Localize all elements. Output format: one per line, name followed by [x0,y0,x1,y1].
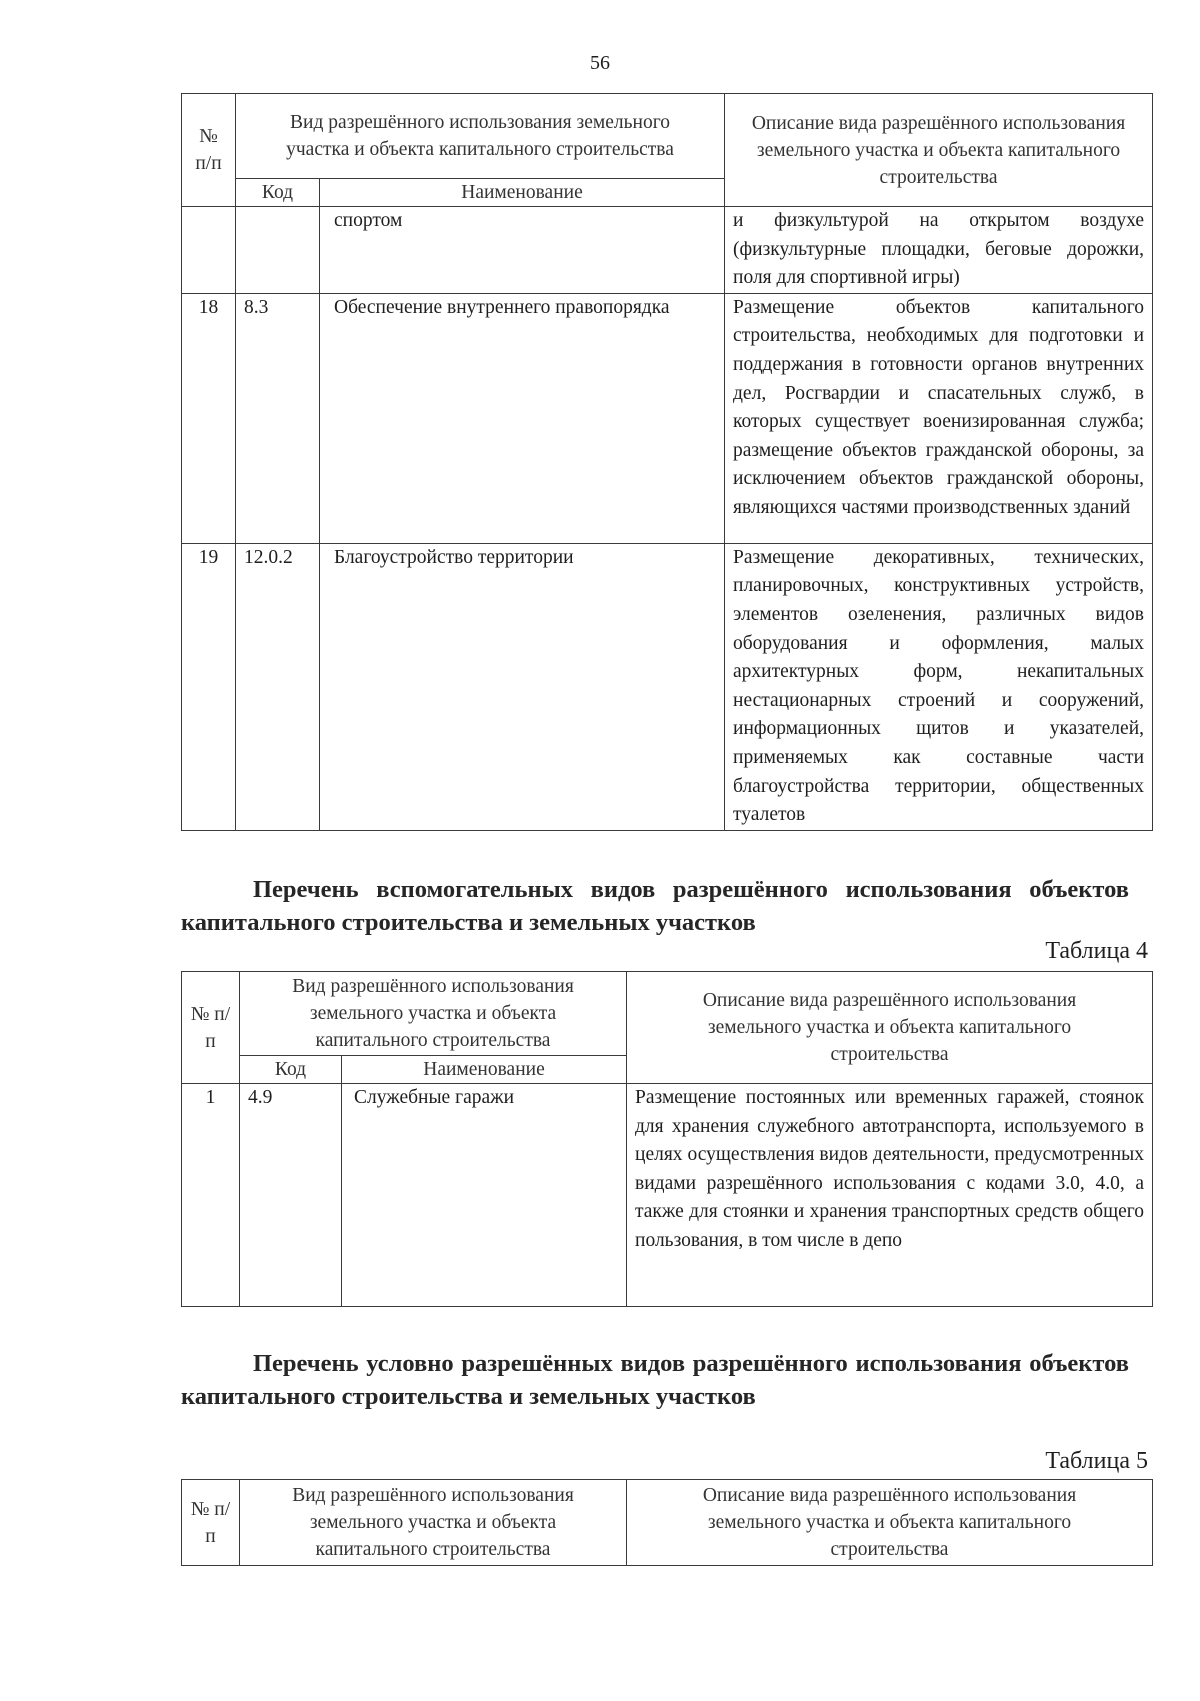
row-code: 8.3 [236,293,320,543]
row-num: 1 [182,1084,240,1307]
row-desc: Размещение декоративных, технических, планировочных, конструктивных устройств, элементов озеленения, различных видов оборудования и оформления, малых архитектурных форм, некапитальных нестационарных строений и сооружений, информационных щитов и указателей, применяемых как составные части благоустройства территории, общественных туалетов [725,543,1153,830]
page-number: 56 [590,52,610,74]
section5-heading: Перечень условно разрешённых видов разрешённого использования объектов капитального строительства и земельных участков [181,1350,1129,1410]
row-code [236,207,320,294]
header-code: Код [240,1056,342,1084]
row-code: 12.0.2 [236,543,320,830]
table5-caption: Таблица 5 [1045,1448,1148,1474]
header-desc: Описание вида разрешённого использования земельного участка и объекта капитального строительства [725,94,1153,207]
header-vid: Вид разрешённого использования земельного участка и объекта капитального строительства [240,972,627,1056]
table-row [182,1084,1153,1307]
table4-caption: Таблица 4 [1045,938,1148,964]
header-num: № п/п [182,94,236,207]
row-desc: и физкультурой на открытом воздухе (физкультурные площадки, беговые дорожки, поля для спортивной игры) [725,207,1153,294]
header-row [182,972,1153,1056]
table-main [181,93,1153,831]
row-desc: Размещение объектов капитального строительства, необходимых для подготовки и поддержания в готовности органов внутренних дел, Росгвардии и спасательных служб, в которых существует военизированная служба; размещение объектов гражданской обороны, за исключением объектов гражданской обороны, являющихся частями производственных зданий [725,293,1153,543]
header-name: Наименование [320,179,725,207]
header-num: № п/п [182,1480,240,1566]
row-name: Обеспечение внутреннего правопорядка [320,293,725,543]
header-desc: Описание вида разрешённого использования земельного участка и объекта капитального строительства [627,1480,1153,1566]
table-row [182,543,1153,830]
row-num: 19 [182,543,236,830]
header-vid: Вид разрешённого использования земельного участка и объекта капитального строительства [236,94,725,179]
header-name: Наименование [342,1056,627,1084]
table-row [182,207,1153,294]
row-num: 18 [182,293,236,543]
row-name: спортом [320,207,725,294]
table-row [182,293,1153,543]
header-vid: Вид разрешённого использования земельного участка и объекта капитального строительства [240,1480,627,1566]
row-code: 4.9 [240,1084,342,1307]
header-row [182,1480,1153,1566]
section4-heading: Перечень вспомогательных видов разрешённого использования объектов капитального строительства и земельных участков [181,876,1129,936]
header-row [182,94,1153,179]
row-name: Служебные гаражи [342,1084,627,1307]
table-4 [181,971,1153,1307]
row-desc: Размещение постоянных или временных гаражей, стоянок для хранения служебного автотранспорта, используемого в целях осуществления видов деятельности, предусмотренных видами разрешённого использования с кодами 3.0, 4.0, а также для стоянки и хранения транспортных средств общего пользования, в том числе в депо [627,1084,1153,1307]
header-code: Код [236,179,320,207]
row-num [182,207,236,294]
header-num: № п/п [182,972,240,1084]
header-desc: Описание вида разрешённого использования земельного участка и объекта капитального строительства [627,972,1153,1084]
table-5 [181,1479,1153,1566]
row-name: Благоустройство территории [320,543,725,830]
